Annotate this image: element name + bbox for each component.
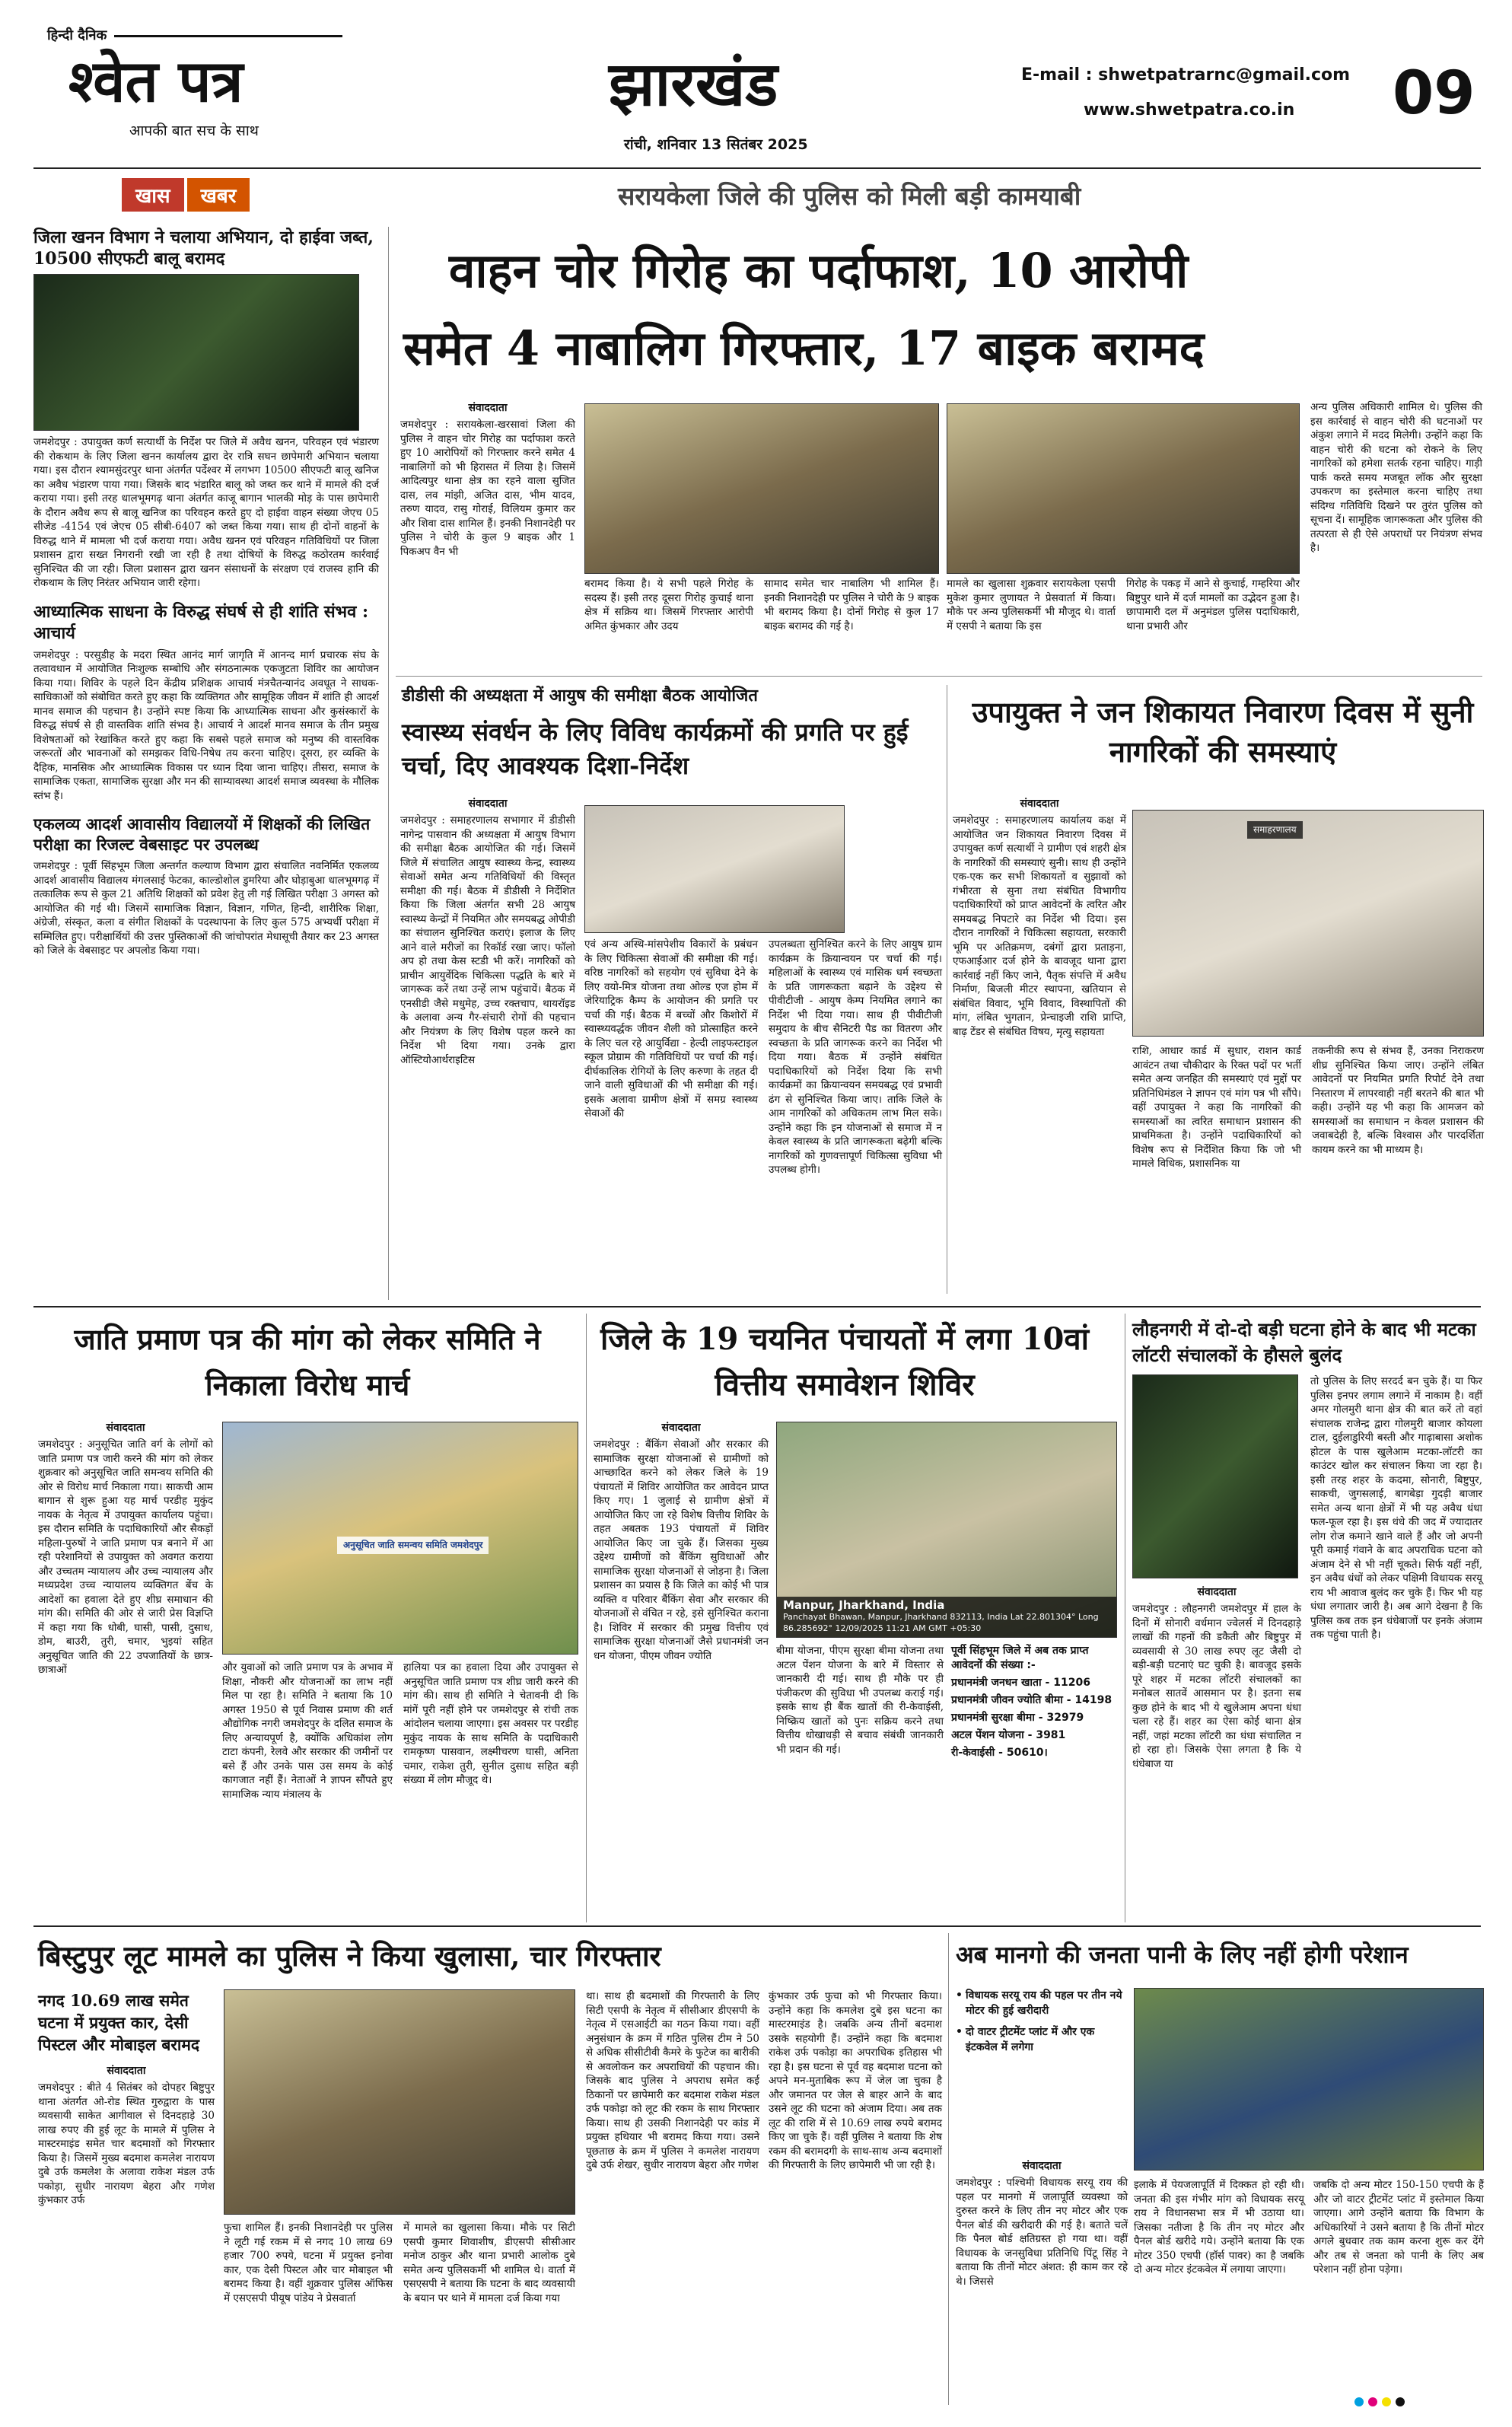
masthead-top-rule <box>114 35 342 37</box>
mid-divider-2 <box>33 1925 1481 1927</box>
khas-label: खास <box>122 178 184 212</box>
bullet-icon: • <box>956 2026 963 2038</box>
bistupur-col3-text: में मामले का खुलासा किया। मौके पर सिटी एसपी कुमार शिवाशीष, डीएसपी सीसीआर मनोज ठाकुर और थाना प्रभारी आलोक दुबे समेत अन्य पुलिसकर्मी भी शामिल थे। वार्ता में एसएसपी ने बताया कि घटना के बाद व्यवसायी के बयान पर थाने में मामला दर्ज किया गया <box>403 2222 575 2304</box>
story1-headline: जिला खनन विभाग ने चलाया अभियान, दो हाईवा जब्त, 10500 सीएफटी बालू बरामद <box>33 228 374 269</box>
jati-col1 <box>38 1420 213 1677</box>
lottery-byline: संवाददाता <box>1197 1586 1237 1598</box>
lead-col5-text: गिरोह के पकड़ में आने से कुचाई, गम्हरिया और बिष्टुपुर थाने में दर्ज मामलों का उद्भेदन हुआ है। छापामारी दल में अनुमंडल पुलिस पदाधिकारी, थाना प्रभारी और <box>1126 578 1300 632</box>
panchayat-col1 <box>594 1420 769 1663</box>
ddc-col2-text: एवं अन्य अस्थि-मांसपेशीय विकारों के प्रबंधन के लिए चिकित्सा सेवाओं की समीक्षा की गई। वरिष्ठ नागरिकों को सहयोग एवं सुविधा देने के लिए वयो-मित्र योजना तथा ओल्ड एज होम में जेरियाट्रिक कैम्प के आयोजन की प्रगति पर चर्चा की गई। बैठक में बच्चों और किशोरों में स्वास्थ्यवर्द्धक जीवन शैली को प्रोत्साहित करने के लिए चल रहे आयुर्विद्या - हेल्दी लाइफस्टाइल स्कूल प्रोग्राम की गतिविधियों पर चर्चा की गई। दीर्घकालिक रोगियों के लिए करुणा के तहत दी जाने वाली सुविधाओं की भी समीक्षा की गई। इसके अलावा ग्रामीण क्षेत्रों में समग्र स्वास्थ्य सेवाओं की <box>584 938 758 1120</box>
panchayat-byline: संवाददाता <box>661 1422 701 1434</box>
panchayat-col2-text: बीमा योजना, पीएम सुरक्षा बीमा योजना तथा अटल पेंशन योजना के बारे में विस्तार से जानकारी दी गई। साथ ही मौके पर ही पंजीकरण की सुविधा भी उपलब्ध कराई गई। इसके साथ ही बैंक खातों की री-केवाईसी, निष्क्रिय खातों को पुनः सक्रिय करने तथा वित्तीय धोखाधड़ी से बचाव संबंधी जानकारी भी प्रदान की गई। <box>776 1645 944 1756</box>
bistupur-col1 <box>38 1989 215 2208</box>
panchayat-stats-box <box>951 1644 1119 1760</box>
story2-body: जमशेदपुर : परसुडीह के मदरा स्थित आनंद मार्ग जागृति में आनन्द मार्ग प्रचारक संघ के तत्वावधान में आयोजित निःशुल्क सम्बोधि और संगठनात्मक एकजुटता शिविर का आयोजन किया गया। शिविर के पहले दिन केंद्रीय प्रशिक्षक आचार्य मंत्रचैतन्यानंद अवधूत ने साधक-साधिकाओं को संबोधित करते हुए कहा कि व्यक्तिगत और सामूहिक जीवन में शांति ही आदर्श मानव समाज की पहचान है। उन्होंने स्पष्ट किया कि आध्यात्मिक साधना और कुसंस्कारों के विरुद्ध संघर्ष से ही वास्तविक शांति संभव है। आचार्य ने आदर्श मानव समाज के तीन प्रमुख विशेषताओं को रेखांकित करते हुए कहा कि सबसे पहले समाज को मनुष्य की वास्तविक जरूरतों और भावनाओं को समझकर विधि-निषेध तय करना चाहिए। दूसरा, हर व्यक्ति के दैहिक, मानसिक और आध्यात्मिक विकास पर ध्यान दिया जाना चाहिए। तीसरा, समाज के सामाजिक एकता, सामाजिक सुरक्षा और मन की साम्यावस्था आदर्श समाज व्यवस्था के मौलिक स्तंभ हैं। <box>33 648 379 802</box>
panchayat-col1-text: जमशेदपुर : बैंकिंग सेवाओं और सरकार की सामाजिक सुरक्षा योजनाओं से ग्रामीणों को आच्छादित करने को लेकर जिले के 19 पंचायतों में शिविर आयोजित कर आवेदन प्राप्त किए गए। 1 जुलाई से ग्रामीण क्षेत्रों में आयोजित किए जा रहे विशेष वित्तीय शिविर के तहत अबतक 193 पंचायतों में शिविर आयोजित किए जा चुके हैं। जिसका मुख्य उद्देश्य ग्रामीणों को बैंकिंग सुविधाओं और सामाजिक सुरक्षा योजनाओं से जोड़ना है। जिला प्रशासन का प्रयास है कि जिले का कोई भी पात्र व्यक्ति व परिवार बैंकिंग सेवा और सरकार की योजनाओं से वंचित न रहे, इसे सुनिश्चित कराना है। शिविर में सरकार की प्रमुख वित्तीय एवं सामाजिक सुरक्षा योजनाओं जैसे प्रधानमंत्री जन धन योजना, पीएम जीवन ज्योति <box>594 1438 769 1662</box>
section-title: झारखंड <box>609 48 778 119</box>
bistupur-col5-text: कुंभकार उर्फ फुचा को भी गिरफ्तार किया। उन्होंने कहा कि कमलेश दुबे इस घटना का मास्टरमाइंड है। जबकि अन्य तीनों बदमाश उसके सहयोगी हैं। उन्होंने कहा कि बदमाश राकेश उर्फ पकोड़ा का अपराधिक इतिहास भी रहा है। इस घटना से पूर्व वह बदमाश घटना को अपने मन-मुताबिक रूप में जेल जा चुका है और जमानत पर जेल से बाहर आने के बाद उसने लूट की घटना को अंजाम दिया। अब तक लूट की राशि में से 10.69 लाख रुपये बरामद किए जा चुके हैं। वहीं पुलिस ने बताया कि शेष रकम की बरामदगी के साथ-साथ अन्य बदमाशों की गिरफ्तारी के लिए छापेमारी भी जा रही है। <box>769 1990 942 2171</box>
lead-bottom-rule <box>396 676 1482 677</box>
dot-icon <box>1368 2397 1377 2406</box>
upayukt-col1-text: जमशेदपुर : समाहरणालय कार्यालय कक्ष में आयोजित जन शिकायत निवारण दिवस में उपायुक्त कर्ण सत्यार्थी ने ग्रामीण एवं शहरी क्षेत्र के नागरिकों की समस्याएं सुनी। साथ ही उन्होंने एक-एक कर सभी शिकायतों व सुझावों को गंभीरता से सुना तथा संबंधित विभागीय पदाधिकारियों को प्राप्त आवेदनों के त्वरित और समयबद्ध निपटारे का निर्देश भी दिया। इस दौरान नागरिकों ने चिकित्सा सहायता, सरकारी भूमि पर अतिक्रमण, दबंगों द्वारा प्रताड़ना, एफआईआर दर्ज होने के बावजूद थाना द्वारा कार्रवाई नहीं किए जाने, पैतृक संपत्ति में अवैध निर्माण, बिजली मीटर स्थापना, खतियान से संबंधित विवाद, भूमि विवाद, विस्थापितों की मांग, लंबित भुगतान, प्रेन्चाइजी राशि प्राप्ति, बाढ़ टेंडर से संबंधित विषय, मृत्यु सहायता <box>953 814 1126 1038</box>
page-number: 09 <box>1393 59 1475 128</box>
upayukt-byline: संवाददाता <box>1020 798 1059 810</box>
registration-marks <box>1354 2397 1405 2406</box>
lead-col3-text: सामाद समेत चार नाबालिग भी शामिल हैं। इनकी निशानदेही पर पुलिस ने चोरी के 9 बाइक भी बरामद किया है। दोनों गिरोह से कुल 17 बाइक बरामद की गई है। <box>764 578 939 632</box>
khas-khabar-badge <box>122 178 250 212</box>
jati-col1-text: जमशेदपुर : अनुसूचित जाति वर्ग के लोगों को जाति प्रमाण पत्र जारी करने की मांग को लेकर शुक्रवार को अनुसूचित जाति समन्वय समिति की ओर से विरोध मार्च निकाला गया। साकची आम बागान से शुरू हुआ यह मार्च परडीह मुकुंद नायक के नेतृत्व में उपायुक्त कार्यालय पहुंचा। इस दौरान समिति के पदाधिकारियों और सैकड़ों महिला-पुरुषों ने जाति प्रमाण पत्र बनाने में आ रही परेशानियों से उपायुक्त को अवगत कराया और उच्चतम न्यायालय और उच्च न्यायालय और मध्यप्रदेश उच्च न्यायालय व्यक्तिगत बेंच के आदेशों का हवाला देते हुए शीघ्र समाधान की मांग की। समिति की ओर से जारी प्रेस विज्ञप्ति में कहा गया कि धोबी, घासी, पासी, दुसाध, डोम, बाउरी, तुरी, चमार, भुइयां सहित अनुसूचित जाति की 22 उपजातियों के छात्र-छात्राओं <box>38 1438 213 1676</box>
bistupur-right-rule <box>948 1933 949 2405</box>
lead-col1-text: जमशेदपुर : सरायकेला-खरसावां जिला की पुलिस ने वाहन चोर गिरोह का पर्दाफाश करते हुए 10 आरोपियों को गिरफ्तार करने समेत 4 नाबालिगों को भी हिरासत में लिया है। जिसमें आदित्यपुर थाना क्षेत्र का रहने वाला सुजित दास, लव मांझी, अजित दास, भीम यादव, तरुण यादव, रासु गोराई, विलियम कुमार कर और शिवा दास शामिल हैं। इनकी निशानदेही पर पुलिस ने चोरी के कुल 9 बाइक और 1 पिकअप वैन भी <box>400 419 575 558</box>
website-text: www.shwetpatra.co.in <box>1084 100 1295 119</box>
dateline: रांची, शनिवार 13 सितंबर 2025 <box>624 136 808 153</box>
bistupur-col1-text: जमशेदपुर : बीते 4 सितंबर को दोपहर बिष्टुपुर थाना अंतर्गत ओ-रोड स्थित गुरुद्वारा के पास व्यवसायी साकेत आगीवाल से दिनदहाड़े 30 लाख रुपए की हुई लूट के मामले में पुलिस ने मास्टरमाइंड समेत चार बदमाशों को गिरफ्तार किया है। जिसमें मुख्य बदमाश कमलेश नारायण दुबे उर्फ कमलेश के अलावा राकेश मंडल उर्फ पकोड़ा, सुधीर नारायण बेहरा और गणेश कुंभकार उर्फ <box>38 2081 215 2206</box>
mango-headline: अब मानगो की जनता पानी के लिए नहीं होगी परेशान <box>956 1941 1409 1969</box>
story3-headline: एकलव्य आदर्श आवासीय विद्यालयों में शिक्षकों की लिखित परीक्षा का रिजल्ट वेबसाइट पर उपलब्ध <box>33 814 371 854</box>
khabar-label: खबर <box>187 178 250 212</box>
left-column <box>33 227 379 958</box>
lottery-col1 <box>1132 1585 1301 1771</box>
masthead <box>0 0 1512 175</box>
jati-col2-text: और युवाओं को जाति प्रमाण पत्र के अभाव में शिक्षा, नौकरी और योजनाओं का लाभ नहीं मिल पा रहा है। समिति ने बताया कि 10 अगस्त 1950 से पूर्व निवास प्रमाण की शर्त औद्योगिक नगरी जमशेदपुर के दलित समाज के लिए अन्यायपूर्ण है, क्योंकि अधिकांश लोग टाटा कंपनी, रेलवे और सरकार की जमीनों पर बसे हैं और उनके पास उस समय के कोई कागजात नहीं हैं। नेताओं ने ज्ञापन सौंपते हुए सामाजिक न्याय मंत्रालय के <box>222 1661 393 1801</box>
lead-headline-line2: समेत 4 नाबालिग गिरफ्तार, 17 बाइक बरामद <box>403 320 1205 376</box>
mango-byline: संवाददाता <box>1022 2160 1062 2172</box>
mango-bullet-1 <box>956 1988 1128 2018</box>
mango-bullet-2 <box>956 2024 1128 2055</box>
upayukt-col3-text: तकनीकी रूप से संभव हैं, उनका निराकरण शीघ्र सुनिश्चित किया जाए। उन्होंने लंबित आवेदनों पर नियमित प्रगति रिपोर्ट देने तथा निस्तारण में लापरवाही नहीं बरतने की बात भी कही। उन्होंने यह भी कहा कि आमजन को समस्याओं का समाधान न केवल प्रशासन की जवाबदेही है, बल्कि विश्वास और पारदर्शिता कायम करने का भी माध्यम है। <box>1312 1045 1484 1156</box>
ddc-col1-text: जमशेदपुर : समाहरणालय सभागार में डीडीसी नागेन्द्र पासवान की अध्यक्षता में आयुष विभाग की समीक्षा बैठक आयोजित की गई। जिसमें जिले में संचालित आयुष स्वास्थ्य केन्द्र, स्वास्थ्य सेवाओं समेत अन्य गतिविधियों की विस्तृत समीक्षा की गई। बैठक में डीडीसी ने निर्देशित किया कि जिला अंतर्गत सभी 28 आयुष स्वास्थ्य केन्द्रों में नियमित और समयबद्ध ओपीडी का संचालन सुनिश्चित कराएं। इलाज के लिए आने वाले मरीजों का रिकॉर्ड रखा जाए। फॉलो अप हो तथा केस स्टडी भी करें। नागरिकों को प्राचीन आयुर्वेदिक चिकित्सा पद्धति के बारे में जागरूक करें तथा उन्हें लाभ पहुंचायें। बैठक में एनसीडी जैसे मधुमेह, उच्च रक्तचाप, थायरॉइड के अलावा अन्य गैर-संचारी रोगों की पहचान और नियंत्रण के लिए विशेष पहल करने का निर्देश भी दिया गया। उनके द्वारा ऑस्टियोआर्थराइटिस <box>400 814 575 1066</box>
mango-bullet-2-text: दो वाटर ट्रीटमेंट प्लांट में और एक इंटकवेल में लगेगा <box>965 2026 1095 2053</box>
panchayat-map-sub: Panchayat Bhawan, Manpur, Jharkhand 832113, India Lat 22.801304° Long 86.285692° 12/09/2025 11:21 AM GMT +05:30 <box>783 1612 1099 1633</box>
paper-tagline: आपकी बात सच के साथ <box>129 123 259 139</box>
ddc-kicker: डीडीसी की अध्यक्षता में आयुष की समीक्षा बैठक आयोजित <box>402 686 758 705</box>
mango-bullets <box>956 1988 1128 2055</box>
panchayat-headline: जिले के 19 चयनित पंचायतों में लगा 10वां वित्तीय समावेशन शिविर <box>600 1321 1089 1403</box>
mango-col1 <box>956 2158 1128 2288</box>
lead-headline-line1: वाहन चोर गिरोह का पर्दाफाश, 10 आरोपी <box>449 243 1189 298</box>
upayukt-col1 <box>953 796 1126 1039</box>
upayukt-headline: उपायुक्त ने जन शिकायत निवारण दिवस में सुनी नागरिकों की समस्याएं <box>972 695 1474 769</box>
panchayat-stat-4: अटल पेंशन योजना - 3981 <box>951 1729 1066 1741</box>
ddc-col3-text: उपलब्धता सुनिश्चित करने के लिए आयुष ग्राम कार्यक्रम के क्रियान्वयन पर चर्चा की गई। महिलाओं के स्वास्थ्य एवं मासिक धर्म स्वच्छता के प्रति जागरूकता बढ़ाने के उद्देश्य से पीवीटीजी - आयुष केम्प नियमित लगाने का निर्देश भी दिया गया। साथ ही पीवीटीजी समुदाय के बीच सैनिटरी पैड का वितरण और स्वच्छता के प्रति जागरूक करने का निर्देश भी दिया गया। बैठक में उन्होंने संबंधित पदाधिकारियों को निर्देश दिया कि सभी कार्यक्रमों का क्रियान्वयन समयबद्ध एवं प्रभावी ढंग से सुनिश्चित किया जाए। ताकि जिले के आम नागरिकों को अधिकतम लाभ मिल सके। उन्होंने कहा कि इन योजनाओं से समाज में न केवल स्वास्थ्य के प्रति जागरूकता बढ़ेगी बल्कि नागरिकों को गुणवत्तापूर्ण चिकित्सा सुविधा भी उपलब्ध होगी। <box>769 938 942 1176</box>
bullet-icon: • <box>956 1989 963 2002</box>
mango-col3-text: जबकि दो अन्य मोटर 150-150 एचपी के हैं और जो वाटर ट्रीटमेंट प्लांट में इस्तेमाल किया जाएगा। आगे उन्होंने बताया कि विभाग के अधिकारियों ने उसने बताया है कि तीनों मोटर अगले बुधवार तक काम करना शुरू कर देंगे और तब से जनता को पानी के लिए अब परेशान नहीं होना पड़ेगा। <box>1313 2179 1484 2276</box>
jati-byline: संवाददाता <box>106 1422 145 1434</box>
masthead-divider <box>33 167 1481 169</box>
panchayat-stat-5: री-केवाईसी - 50610। <box>951 1747 1048 1759</box>
lead-byline: संवाददाता <box>468 402 508 414</box>
jati-photo <box>222 1422 578 1655</box>
bistupur-headline: बिस्टुपुर लूट मामले का पुलिस ने किया खुलासा, चार गिरफ्तार <box>38 1939 661 1973</box>
lead-col4-text: मामले का खुलासा शुक्रवार सरायकेला एसपी मुकेश कुमार लुणायत ने प्रेसवार्ता में किया। मौके पर अन्य पुलिसकर्मी भी मौजूद थे। वार्ता में एसपी ने बताया कि इस <box>947 578 1116 632</box>
email-text: E-mail : shwetpatrarnc@gmail.com <box>1021 65 1351 84</box>
ddc-headline: स्वास्थ्य संवर्धन के लिए विविध कार्यक्रमों की प्रगति पर हुई चर्चा, दिए आवश्यक दिशा-निर्देश <box>402 718 909 780</box>
upayukt-photo <box>1132 810 1484 1037</box>
ddc-byline: संवाददाता <box>468 798 508 810</box>
dot-icon <box>1382 2397 1391 2406</box>
bistupur-col2-text: फुचा शामिल हैं। इनकी निशानदेही पर पुलिस ने लूटी गई रकम में से नगद 10 लाख 69 हजार 700 रुपये, घटना में प्रयुक्त इनोवा कार, एक देसी पिस्टल और चार मोबाइल भी बरामद किया है। वहीं शुक्रवार पुलिस ऑफिस में एसएसपी पीयूष पांडेय ने प्रेसवार्ता <box>224 2222 393 2304</box>
ddc-col1 <box>400 796 575 1067</box>
panchayat-photo <box>776 1422 1117 1638</box>
story3-body: जमशेदपुर : पूर्वी सिंहभूम जिला अन्तर्गत कल्याण विभाग द्वारा संचालित नवनिर्मित एकलव्य आदर्श आवासीय विद्यालय मंगलसाई फेटका, काल्डोशोल डुमरिया और घोड़ाबुआ धालभूमगढ़ में तत्कालिक रूप से कुल 21 अतिथि शिक्षकों को प्रवेश हेतु ली गई लिखित परीक्षा 3 अगस्त को आयोजित की गई थी। जिसमें सामाजिक विज्ञान, विज्ञान, गणित, हिन्दी, शारीरिक शिक्षा, अंग्रेजी, संस्कृत, कला व संगीत शिक्षकों के पदस्थापना के लिए कुल 575 अभ्यर्थी परीक्षा में सम्मिलित हुए। परीक्षार्थियों की उत्तर पुस्तिकाओं की जांचोपरांत मेधासूची तैयार कर 23 अगस्त को जिले के वेबसाइट पर अपलोड किया गया। <box>33 860 379 957</box>
bistupur-col4-text: था। साथ ही बदमाशों की गिरफ्तारी के लिए सिटी एसपी के नेतृत्व में सीसीआर डीएसपी के नेतृत्व में एसआईटी का गठन किया गया। वहीं अनुसंधान के क्रम में गठित पुलिस टीम ने 50 से अधिक सीसीटीवी कैमरे के फुटेज का बारीकी से अवलोकन कर अपराधियों की पहचान की। जिसके बाद पुलिस ने अपराध समेत कई ठिकानों पर छापेमारी कर बदमाश राकेश मंडल उर्फ पकोड़ा को लूट की रकम के साथ गिरफ्तार किया। साथ ही उसकी निशानदेही पर कांड में प्रयुक्त हथियार भी बरामद किया गया। उसने पूछताछ के क्रम में पुलिस ने कमलेश नारायण दुबे उर्फ शेखर, सुधीर नारायण बेहरा और गणेश <box>586 1990 759 2171</box>
lottery-headline: लौहनगरी में दो-दो बड़ी घटना होने के बाद भी मटका लॉटरी संचालकों के हौसले बुलंद <box>1132 1318 1476 1366</box>
lead-col6-text: अन्य पुलिस अधिकारी शामिल थे। पुलिस की इस कार्रवाई से वाहन चोरी की घटनाओं पर अंकुश लगाने में मदद मिलेगी। उन्होंने कहा कि वाहन चोरी की घटना को रोकने के लिए नागरिकों को हमेशा सतर्क रहना चाहिए। गाड़ी पार्क करते समय मजबूत लॉक और सुरक्षा उपकरण का इस्तेमाल करना चाहिए तथा संदिग्ध गतिविधि दिखने पर तुरंत पुलिस को सूचना दें। सामूहिक जागरूकता और पुलिस की तत्परता से ही ऐसे अपराधों पर नियंत्रण संभव है। <box>1310 401 1482 554</box>
panchayat-map-label: Manpur, Jharkhand, India <box>783 1598 945 1612</box>
dot-icon <box>1396 2397 1405 2406</box>
jati-banner-text: अनुसूचित जाति समन्वय समिति जमशेदपुर <box>337 1537 489 1554</box>
bistupur-byline: संवाददाता <box>107 2065 146 2077</box>
masthead-small-label: हिन्दी दैनिक <box>47 27 107 43</box>
lead-col2-text: बरामद किया है। ये सभी पहले गिरोह के सदस्य हैं। इसी तरह दूसरा गिरोह कुचाई थाना क्षेत्र में सक्रिय था। जिसमें गिरफ्तार आरोपी अमित कुंभकार और उदय <box>584 578 753 632</box>
story1-photo <box>33 274 359 431</box>
lead-photo-press <box>584 403 939 574</box>
lottery-col1-text: जमशेदपुर : लौहनगरी जमशेदपुर में हाल के दिनों में सोनारी वर्धमान ज्वेलर्स में दिनदहाड़े लाखों की गहनों की डकैती और बिष्टुपुर में व्यवसायी से 30 लाख रुपए लूट जैसी दो बड़ी-बड़ी घटनाएं घट चुकी है। बावजूद इसके पूरे शहर में मटका लॉटरी संचालकों का मनोबल सातवें आसमान पर है। इतना सब कुछ होने के बाद भी ये खुलेआम अपना धंधा चला रहे हैं। शहर का ऐसा कोई थाना क्षेत्र नहीं, जहां मटका लॉटरी का धंधा संचालित न हो रहा हो। जिसके ऐसा लगता है कि ये धंधेबाज या <box>1132 1603 1301 1770</box>
bistupur-photo <box>224 1989 575 2215</box>
mango-col2-text: इलाके में पेयजलापूर्ति में दिक्कत हो रही थी। जनता की इस गंभीर मांग को विधायक सरयू राय ने विधानसभा सत्र में भी उठाया था। जिसका नतीजा है कि तीन नए मोटर और पैनल बोर्ड खरीदे गये। उन्होंने बताया कि एक मोटर 350 एचपी (हॉर्स पावर) का है जबकि दो अन्य मोटर इंटकवेल में लगाया जाएगा। <box>1134 2179 1304 2276</box>
paper-name: श्वेत पत्र <box>68 47 244 115</box>
lead-photo-bikes <box>947 403 1300 574</box>
jati-headline: जाति प्रमाण पत्र की मांग को लेकर समिति ने निकाला विरोध मार्च <box>74 1322 541 1402</box>
mango-photo <box>1134 1988 1484 2171</box>
mid-divider-1 <box>33 1306 1481 1307</box>
panchayat-map-caption <box>777 1597 1116 1637</box>
panchayat-stat-1: प्रधानमंत्री जनधन खाता - 11206 <box>951 1677 1090 1689</box>
lead-col1 <box>400 400 575 559</box>
upayukt-col2-text: राशि, आधार कार्ड में सुधार, राशन कार्ड आवंटन तथा चौकीदार के रिक्त पदों पर भर्ती समेत अन्य जनहित की समस्याएं एवं मुद्दों पर प्रतिनिधिमंडल ने ज्ञापन एवं मांग पत्र भी सौंपे। वहीं उपायुक्त ने कहा कि नागरिकों की समस्याओं का त्वरित समाधान प्रशासन की प्राथमिकता है। उन्होंने पदाधिकारियों को विशेष रूप से निर्देशित किया कि जो भी मामले विधिक, प्रशासनिक या <box>1132 1045 1301 1170</box>
lottery-photo <box>1132 1374 1298 1578</box>
lead-kicker: सरायकेला जिले की पुलिस को मिली बड़ी कामयाबी <box>618 181 1081 211</box>
mango-col1-text: जमशेदपुर : पश्चिमी विधायक सरयू राय की पहल पर मानगो में जलापूर्ति व्यवस्था को दुरुस्त करने के लिए तीन नए मोटर और एक पैनल बोर्ड की खरीदारी की गई है। बताते चलें कि पैनल बोर्ड क्षतिग्रस्त हो गया था। वहीं विधायक के जनसुविधा प्रतिनिधि पिंटू सिंह ने बताया कि तीनों मोटर अंशत: ही काम कर रहे थे। जिससे <box>956 2177 1128 2288</box>
panchayat-stat-3: प्रधानमंत्री सुरक्षा बीमा - 32979 <box>951 1712 1084 1724</box>
ddc-photo <box>584 805 845 933</box>
panchayat-stats-title: पूर्वी सिंहभूम जिले में अब तक प्राप्त आवेदनों की संख्या :- <box>951 1645 1089 1671</box>
story2-headline: आध्यात्मिक साधना के विरुद्ध संघर्ष से ही शांति संभव : आचार्य <box>33 601 369 643</box>
dot-icon <box>1354 2397 1364 2406</box>
panchayat-stat-2: प्रधानमंत्री जीवन ज्योति बीमा - 14198 <box>951 1694 1113 1706</box>
bistupur-sub: नगद 10.69 लाख समेत घटना में प्रयुक्त कार, देसी पिस्टल और मोबाइल बरामद <box>38 1991 200 2054</box>
upayukt-photo-banner: समाहरणालय <box>1247 821 1303 839</box>
left-column-rule <box>388 227 389 1300</box>
story1-body: जमशेदपुर : उपायुक्त कर्ण सत्यार्थी के निर्देश पर जिले में अवैध खनन, परिवहन एवं भंडारण की रोकथाम के लिए जिला खनन कार्यालय द्वारा देर रात्रि सघन छापेमारी अभियान चलाया गया। इस दौरान श्यामसुंदरपुर थाना अंतर्गत पर्देश्वर में लगभग 10500 सीएफटी बालू खनिज का अवैध भंडारण पाया गया। जिसके बाद भंडारित बालू को जब्त कर थाने में मामले की दर्ज कराया गया। इसी तरह धालभूमगढ़ थाना अंतर्गत काजू बागान भालकी मोड़ के पास छापेमारी के दौरान अवैध रूप से बालू खनिज का परिवहन करते हुए दो हाईवा वाहन संख्या जेएच 05 सीजेड -4154 एवं जेएच 05 सीबी-6407 को जब्त किया गया। साथ ही दोनों वाहनों के विरुद्ध थाने में मामला भी दर्ज कराया गया। अवैध खनन एवं परिवहन गतिविधियों पर जिला प्रशासन द्वारा सख्त निगरानी रखी जा रही है तथा दोषियों के विरुद्ध कठोरतम कार्रवाई सुनिश्चित की जा रही। जिला प्रशासन द्वारा खनन संसाधनों के संरक्षण एवं राजस्व हानि की रोकथाम के लिए निरंतर अभियान जारी रहेगा। <box>33 436 379 589</box>
mango-bullet-1-text: विधायक सरयू राय की पहल पर तीन नये मोटर की हुई खरीदारी <box>965 1989 1122 2017</box>
jati-col3-text: हालिया पत्र का हवाला दिया और उपायुक्त से अनुसूचित जाति प्रमाण पत्र शीघ्र जारी करने की मांग की। साथ ही समिति ने चेतावनी दी कि मांगें पूरी नहीं होने पर जमशेदपुर से रांची तक आंदोलन चलाया जाएगा। इस अवसर पर परडीह मुकुंद नायक के साथ समिति के पदाधिकारी रामकृष्ण पासवान, लक्ष्मीचरण घासी, अनिता चमार, राकेश तुरी, सुनील दुसाध सहित बड़ी संख्या में लोग मौजूद थे। <box>403 1661 578 1786</box>
lottery-col-top-text: तो पुलिस के लिए सरदर्द बन चुके हैं। या फिर पुलिस इनपर लगाम लगाने में नाकाम है। वहीं अमर गोलमुरी थाना क्षेत्र की बात करें तो वहां संचालक राजेन्द्र द्वारा गोलमुरी बाजार कोयला टाल, दुईलाडुरियी बस्ती और गाढ़ाबासा अशोक होटल के पास खुलेआम मटका-लॉटरी का काउंटर खोल कर संचालन किया जा रहा है। इसी तरह शहर के कदमा, सोनारी, बिष्टुपुर, साकची, जुगसलाई, बागबेड़ा गुदड़ी बाजार समेत अन्य थाना क्षेत्रों में भी यह अवैध धंधा फल-फूल रहा है। इस धंधे की जद में ज्यादातर लोग रोज कमाने खाने वाले हैं और जो अपनी पूरी कमाई गंवाने के बाद अपराधिक घटना को अंजाम देने से भी नहीं चूकते। सिर्फ यहीं नहीं, इन अवैध धंधों को लेकर पक्षिमी विधायक सरयू राय भी आवाज बुलंद कर चुके हैं। फिर भी यह धंधा लगातार जारी है। अब आगे देखना है कि पुलिस कब तक इन धंधेबाजों पर इनके अंजाम तक पहुंचा पाती है। <box>1310 1375 1482 1641</box>
